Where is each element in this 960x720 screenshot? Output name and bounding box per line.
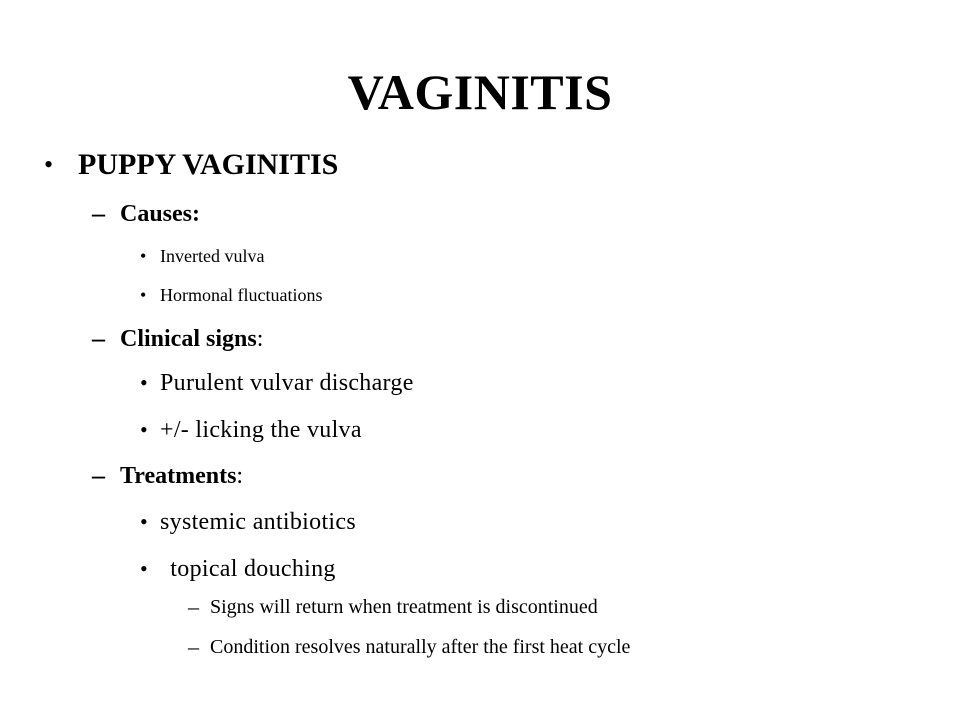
bullet-marker: • <box>140 285 147 305</box>
treatment-note-text: Condition resolves naturally after the first heat cycle <box>210 636 631 658</box>
treatments-label: Treatments: <box>120 463 244 489</box>
clinical-signs-label: Clinical signs: <box>120 326 264 352</box>
treatment-note-text: Signs will return when treatment is discontinued <box>210 596 598 618</box>
clinical-sign-text: Purulent vulvar discharge <box>160 370 414 396</box>
dash-marker: – <box>188 594 199 619</box>
causes-label: Causes: <box>120 201 201 227</box>
bullet-marker: • <box>140 246 147 266</box>
dash-marker: – <box>188 634 199 659</box>
clinical-sign-text: +/- licking the vulva <box>160 417 362 443</box>
bullet-marker: • <box>44 150 54 179</box>
main-heading: PUPPY VAGINITIS <box>78 148 339 181</box>
treatment-text: topical douching <box>164 556 336 582</box>
dash-marker: – <box>92 324 105 353</box>
cause-item-text: Hormonal fluctuations <box>160 285 323 305</box>
bullet-marker: • <box>140 509 148 534</box>
cause-item-text: Inverted vulva <box>160 246 265 266</box>
bullet-marker: • <box>140 417 148 442</box>
treatment-text: systemic antibiotics <box>160 509 356 535</box>
bullet-marker: • <box>140 370 148 395</box>
bullet-marker: • <box>140 556 148 581</box>
dash-marker: – <box>92 461 105 490</box>
dash-marker: – <box>92 199 105 228</box>
slide-title: VAGINITIS <box>347 64 613 120</box>
